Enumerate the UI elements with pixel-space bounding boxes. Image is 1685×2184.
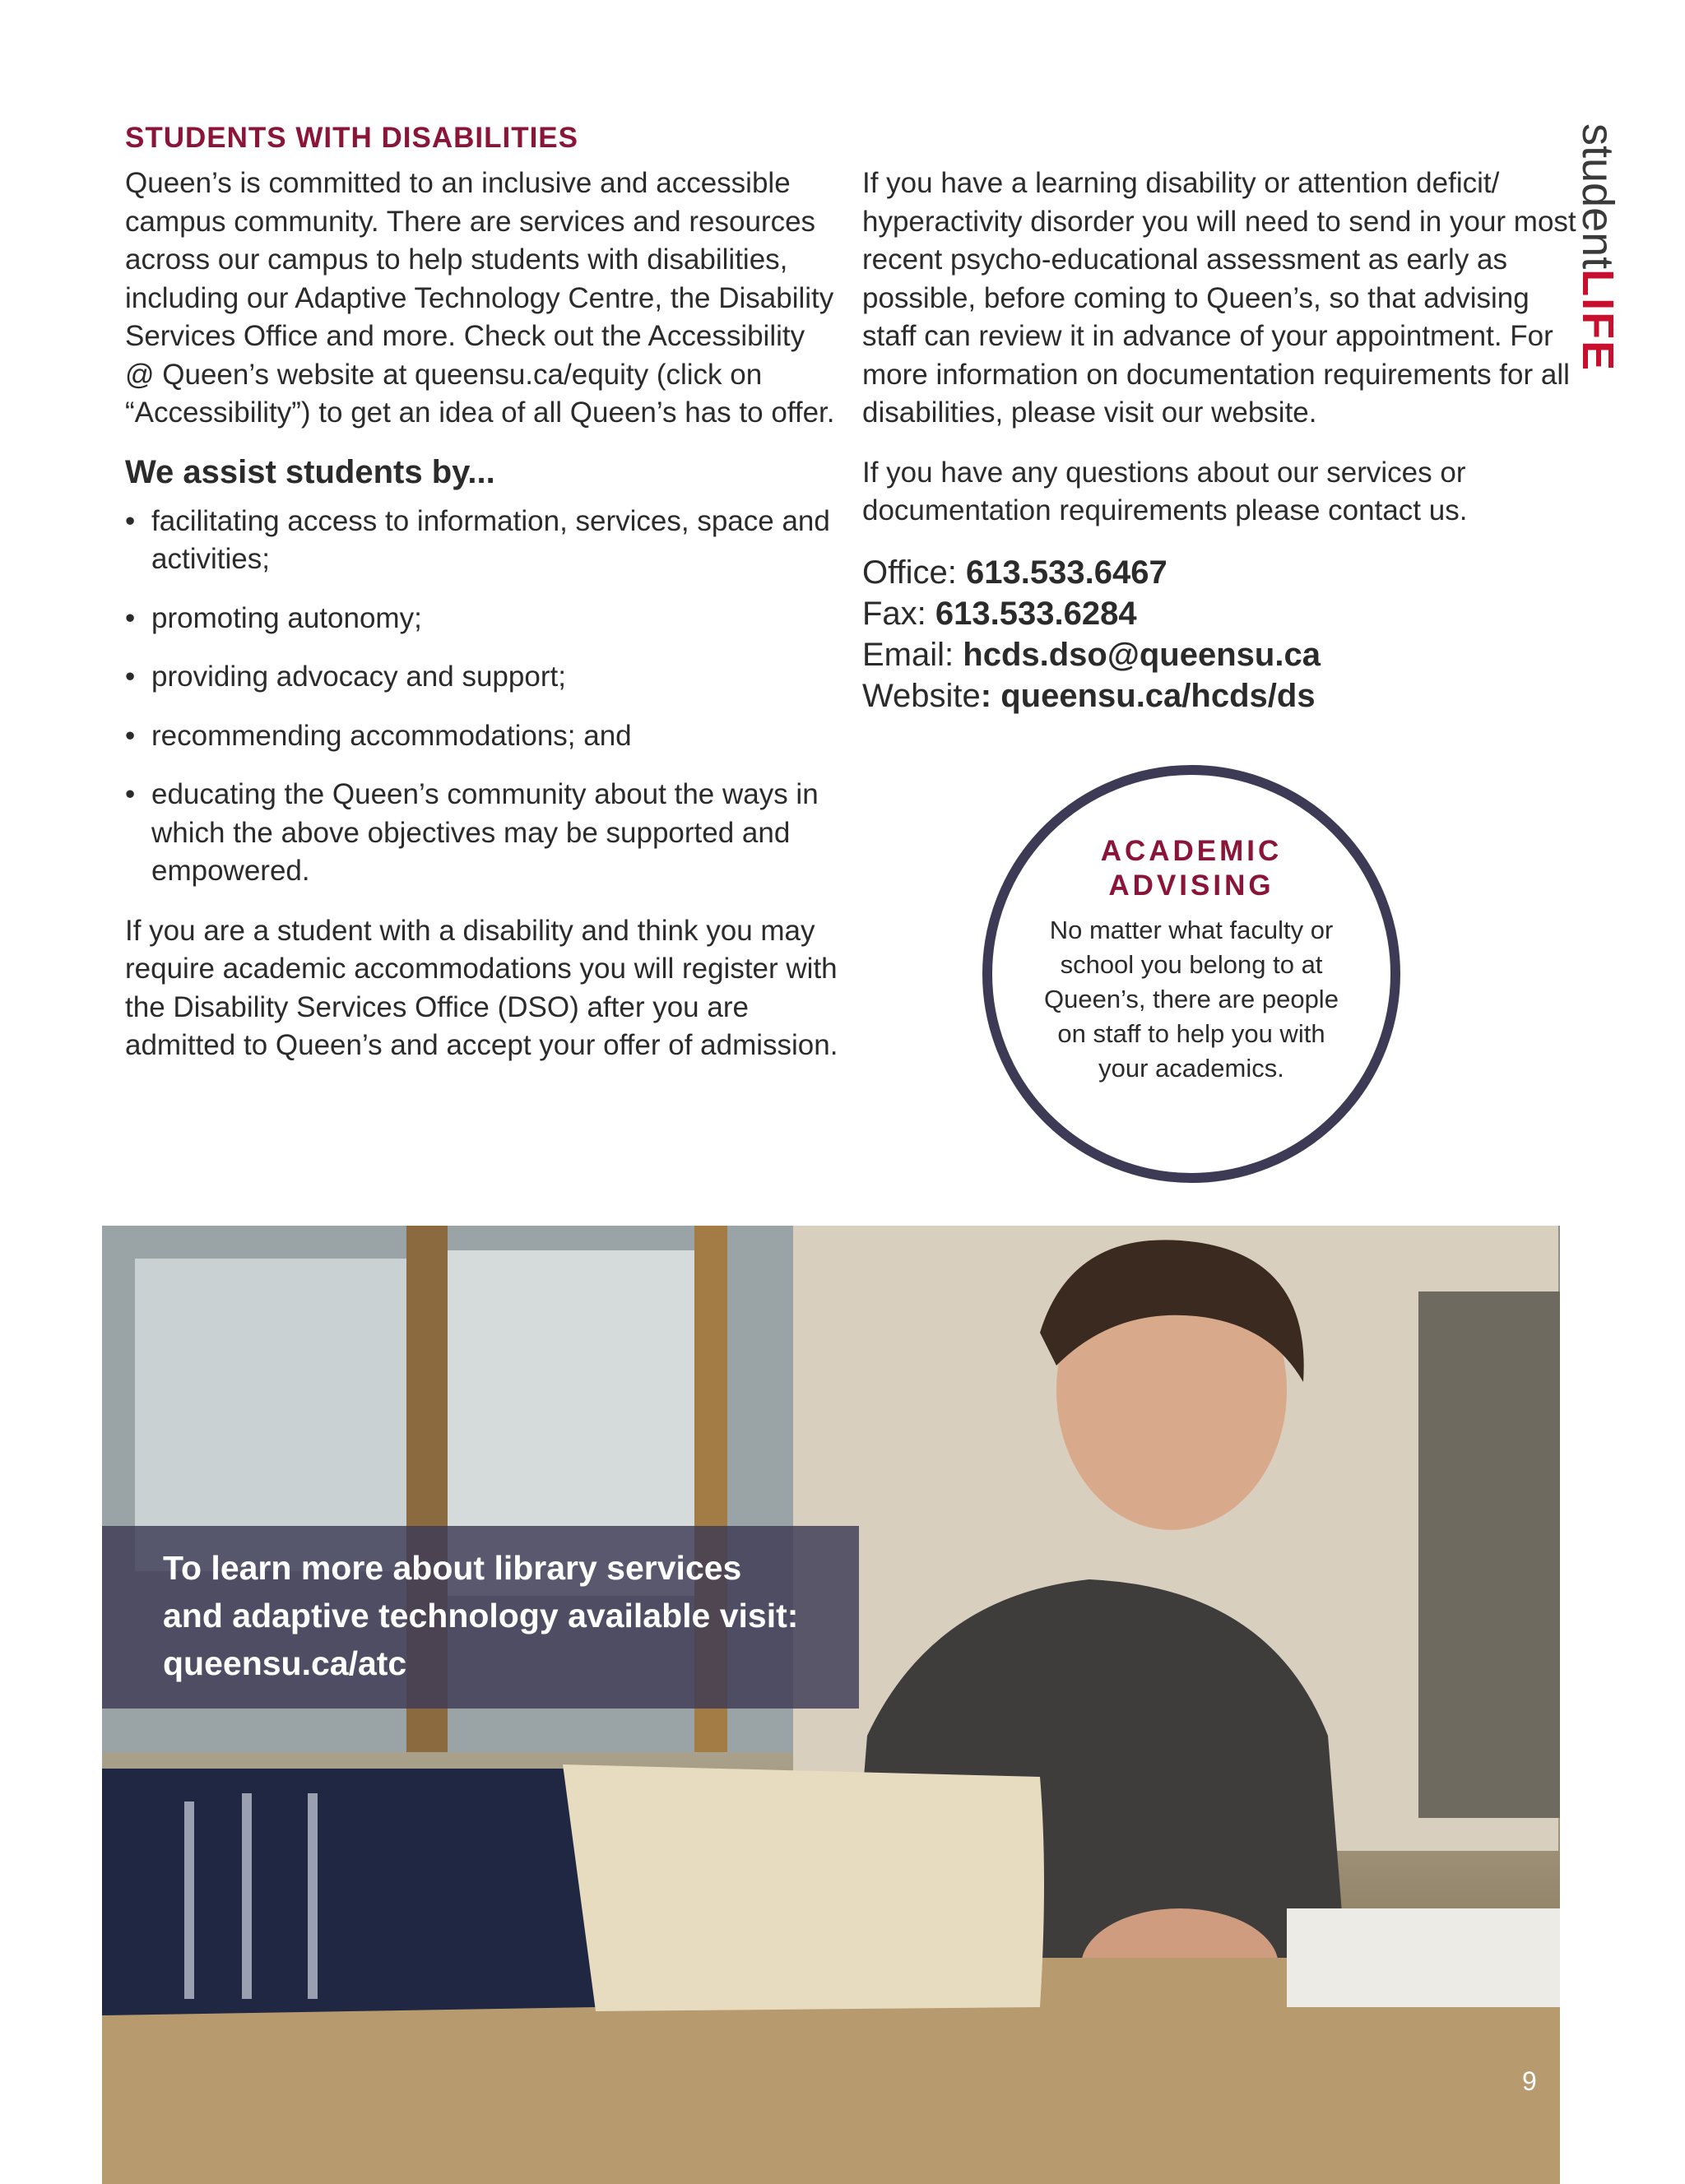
section-tab-prefix: student bbox=[1573, 123, 1622, 270]
doorway bbox=[1418, 1291, 1560, 1818]
website-line bbox=[862, 675, 1578, 716]
banner-line-2: and adaptive technology available visit: bbox=[163, 1597, 799, 1635]
documentation-paragraph: If you have a learning disability or attention deficit/ hyperactivity disorder you will need to send in your most recent psycho-educational assessment as early as possible, before coming to Queen’s, so that advising staff can review it in advance of your appointment. For more information on documentation requirements for all disabilities, please visit our website. bbox=[862, 167, 1576, 429]
email-label: Email: bbox=[862, 636, 954, 673]
office-line bbox=[862, 552, 1578, 593]
intro-paragraph: Queen’s is committed to an inclusive and accessible campus community. There are services and resources across our campus to help students with disabilities, including our Adaptive Technology Centre, the Disability Services Office and more. Check out the Accessibility @ Queen’s website at queensu.ca/equity (click on “Accessibility”) to get an idea of all Queen’s has to offer. bbox=[125, 167, 835, 429]
book-band bbox=[308, 1793, 318, 1999]
window-pane bbox=[135, 1259, 406, 1571]
list-item: • promoting autonomy; bbox=[125, 600, 841, 638]
left-column bbox=[125, 122, 841, 1087]
advising-text: No matter what faculty or school you belong to at Queen’s, there are people on staff to help you with your academics. bbox=[1044, 916, 1339, 1083]
list-item: • facilitating access to information, services, space and activities; bbox=[125, 503, 841, 579]
office-phone: 613.533.6467 bbox=[966, 554, 1167, 591]
section-heading: STUDENTS WITH DISABILITIES bbox=[125, 122, 578, 154]
banner-link[interactable]: queensu.ca/atc bbox=[163, 1644, 407, 1682]
assist-heading: We assist students by... bbox=[125, 453, 495, 490]
banner-line-1: To learn more about library services bbox=[163, 1549, 742, 1587]
section-tab-accent: LIFE bbox=[1573, 269, 1622, 373]
student-photo bbox=[102, 1226, 1560, 2184]
list-item: • recommending accommodations; and bbox=[125, 717, 841, 756]
website-label: Website bbox=[862, 677, 981, 714]
website-link[interactable]: : queensu.ca/hcds/ds bbox=[980, 677, 1316, 714]
assist-list bbox=[125, 503, 841, 891]
book-band bbox=[242, 1793, 252, 1999]
section-tab bbox=[1573, 123, 1622, 373]
questions-paragraph: If you have any questions about our services or documentation requirements please contact us. bbox=[862, 456, 1468, 526]
page-number: 9 bbox=[1522, 2066, 1537, 2096]
fax-number: 613.533.6284 bbox=[935, 595, 1137, 632]
right-column bbox=[862, 165, 1578, 716]
list-item: • providing advocacy and support; bbox=[125, 658, 841, 697]
academic-advising-callout bbox=[982, 765, 1400, 1183]
book-spine bbox=[102, 1769, 596, 2015]
fax-line bbox=[862, 593, 1578, 634]
papers bbox=[1287, 1908, 1560, 2007]
book-pages bbox=[563, 1764, 1044, 2011]
library-info-banner bbox=[102, 1526, 859, 1709]
closing-paragraph: If you are a student with a disability and think you may require academic accommodations you will register with the Disability Services Office (DSO) after you are admitted to Queen’s and accept your offer of admission. bbox=[125, 914, 838, 1061]
fax-label: Fax: bbox=[862, 595, 926, 632]
email-line bbox=[862, 634, 1578, 675]
list-item: • educating the Queen’s community about the ways in which the above objectives may be supported and empowered. bbox=[125, 776, 841, 891]
section-tab-label bbox=[1573, 123, 1622, 372]
book-band bbox=[184, 1801, 194, 1999]
office-label: Office: bbox=[862, 554, 957, 591]
email-link[interactable]: hcds.dso@queensu.ca bbox=[963, 636, 1321, 673]
contact-block bbox=[862, 552, 1578, 716]
advising-title: ACADEMIC ADVISING bbox=[1100, 835, 1283, 902]
